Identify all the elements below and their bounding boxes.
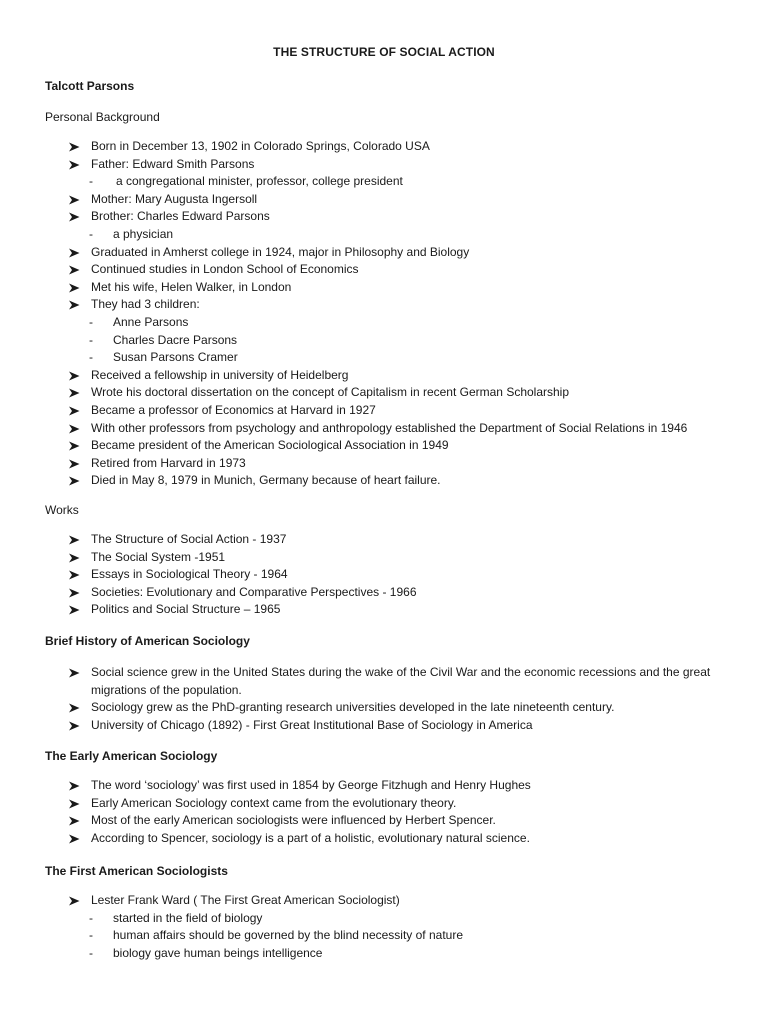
arrow-bullet-icon bbox=[68, 208, 82, 226]
list-item: The Structure of Social Action - 1937 bbox=[0, 531, 768, 549]
list-item: Died in May 8, 1979 in Munich, Germany because of heart failure. bbox=[0, 472, 768, 490]
list-item: Retired from Harvard in 1973 bbox=[0, 455, 768, 473]
list-item: Became a professor of Economics at Harvard in 1927 bbox=[0, 402, 768, 420]
list-item: Most of the early American sociologists were influenced by Herbert Spencer. bbox=[0, 812, 768, 830]
list-item: Essays in Sociological Theory - 1964 bbox=[0, 566, 768, 584]
sub-list-item: - biology gave human beings intelligence bbox=[89, 945, 323, 960]
arrow-bullet-icon bbox=[68, 279, 82, 297]
arrow-bullet-icon bbox=[68, 812, 82, 830]
arrow-bullet-icon bbox=[68, 830, 82, 848]
personal-background-heading: Personal Background bbox=[45, 110, 160, 124]
list-item: Sociology grew as the PhD-granting research universities developed in the late nineteenth century. bbox=[0, 699, 768, 717]
list-item: Early American Sociology context came from the evolutionary theory. bbox=[0, 795, 768, 813]
arrow-bullet-icon bbox=[68, 566, 82, 584]
sub-list-item: - Susan Parsons Cramer bbox=[89, 350, 238, 365]
list-item: Became president of the American Sociological Association in 1949 bbox=[0, 437, 768, 455]
arrow-bullet-icon bbox=[68, 156, 82, 174]
list-item: Father: Edward Smith Parsons bbox=[0, 156, 768, 174]
arrow-bullet-icon bbox=[68, 584, 82, 602]
list-item: Mother: Mary Augusta Ingersoll bbox=[0, 191, 768, 209]
personal-background-list bbox=[0, 138, 768, 490]
arrow-bullet-icon bbox=[68, 664, 82, 682]
arrow-bullet-icon bbox=[68, 296, 82, 314]
list-item: With other professors from psychology and anthropology established the Department of Social Relations in 1946 bbox=[0, 420, 768, 438]
list-item: The Social System -1951 bbox=[0, 549, 768, 567]
sub-list-item: - a physician bbox=[89, 226, 174, 241]
early-american-list bbox=[0, 777, 768, 847]
arrow-bullet-icon bbox=[68, 601, 82, 619]
arrow-bullet-icon bbox=[68, 455, 82, 473]
arrow-bullet-icon bbox=[68, 437, 82, 455]
list-item: Received a fellowship in university of Heidelberg bbox=[0, 367, 768, 385]
arrow-bullet-icon bbox=[68, 261, 82, 279]
arrow-bullet-icon bbox=[68, 244, 82, 262]
list-item: Met his wife, Helen Walker, in London bbox=[0, 279, 768, 297]
arrow-bullet-icon bbox=[68, 367, 82, 385]
list-item: According to Spencer, sociology is a part of a holistic, evolutionary natural science. bbox=[0, 830, 768, 848]
document-title: THE STRUCTURE OF SOCIAL ACTION bbox=[273, 45, 495, 59]
works-heading: Works bbox=[45, 503, 79, 517]
list-item: Lester Frank Ward ( The First Great American Sociologist) bbox=[0, 892, 768, 910]
list-item: Wrote his doctoral dissertation on the concept of Capitalism in recent German Scholarship bbox=[0, 384, 768, 402]
works-list bbox=[0, 531, 768, 619]
list-item: Graduated in Amherst college in 1924, major in Philosophy and Biology bbox=[0, 244, 768, 262]
arrow-bullet-icon bbox=[68, 420, 82, 438]
sub-list-item: - started in the field of biology bbox=[89, 910, 263, 925]
sub-list-item: - a congregational minister, professor, college president bbox=[89, 174, 403, 189]
arrow-bullet-icon bbox=[68, 892, 82, 910]
arrow-bullet-icon bbox=[68, 384, 82, 402]
first-sociologists-heading: The First American Sociologists bbox=[45, 864, 228, 878]
list-item: Societies: Evolutionary and Comparative Perspectives - 1966 bbox=[0, 584, 768, 602]
brief-history-list bbox=[0, 664, 768, 734]
arrow-bullet-icon bbox=[68, 402, 82, 420]
list-item: Born in December 13, 1902 in Colorado Springs, Colorado USA bbox=[0, 138, 768, 156]
arrow-bullet-icon bbox=[68, 777, 82, 795]
arrow-bullet-icon bbox=[68, 472, 82, 490]
sub-list-item: - Charles Dacre Parsons bbox=[89, 332, 238, 347]
arrow-bullet-icon bbox=[68, 699, 82, 717]
list-item: The word ‘sociology’ was first used in 1854 by George Fitzhugh and Henry Hughes bbox=[0, 777, 768, 795]
list-item: They had 3 children: bbox=[0, 296, 768, 314]
list-item: Brother: Charles Edward Parsons bbox=[0, 208, 768, 226]
arrow-bullet-icon bbox=[68, 795, 82, 813]
list-item: Continued studies in London School of Economics bbox=[0, 261, 768, 279]
sub-list-item: - Anne Parsons bbox=[89, 314, 189, 329]
list-item: University of Chicago (1892) - First Great Institutional Base of Sociology in America bbox=[0, 717, 768, 735]
arrow-bullet-icon bbox=[68, 138, 82, 156]
author-heading: Talcott Parsons bbox=[45, 79, 135, 93]
first-sociologists-list bbox=[0, 892, 768, 962]
arrow-bullet-icon bbox=[68, 191, 82, 209]
early-american-heading: The Early American Sociology bbox=[45, 749, 218, 763]
sub-list-item: - human affairs should be governed by the blind necessity of nature bbox=[89, 928, 464, 943]
list-item: Social science grew in the United States during the wake of the Civil War and the economic recessions and the great migrations of the population. bbox=[0, 664, 768, 699]
arrow-bullet-icon bbox=[68, 549, 82, 567]
brief-history-heading: Brief History of American Sociology bbox=[45, 634, 250, 648]
arrow-bullet-icon bbox=[68, 531, 82, 549]
list-item: Politics and Social Structure – 1965 bbox=[0, 601, 768, 619]
arrow-bullet-icon bbox=[68, 717, 82, 735]
